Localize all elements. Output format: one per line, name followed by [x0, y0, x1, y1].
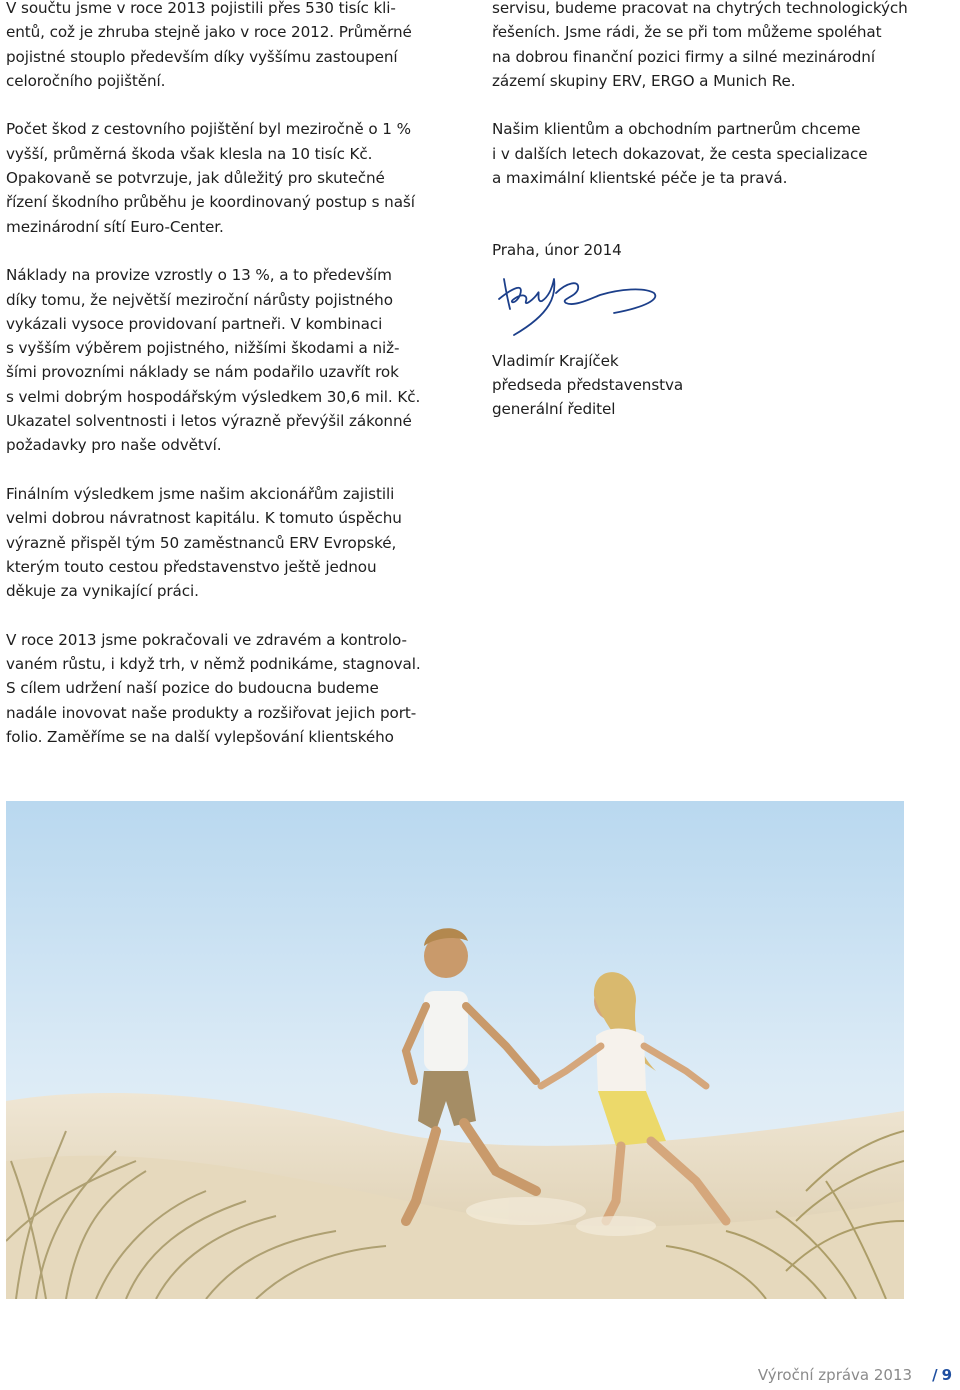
text-line: pojistné stouplo především díky vyššímu zastoupení [6, 47, 398, 66]
paragraph-shareholders [6, 482, 424, 603]
text-line: mezinárodní sítí Euro-Center. [6, 217, 224, 236]
text-line: řešeních. Jsme rádi, že se při tom můžeme spoléhat [492, 23, 882, 42]
left-text-column [6, 0, 424, 774]
signatory-role: předseda představenstva [492, 375, 684, 394]
text-line: s velmi dobrým hospodářským výsledkem 30,6 mil. Kč. [6, 387, 421, 406]
page-number: 9 [941, 1366, 952, 1384]
text-line: entů, což je zhruba stejně jako v roce 2012. Průměrné [6, 23, 412, 42]
text-line: šími provozními náklady se nám podařilo uzavřít rok [6, 363, 399, 382]
paragraph-claims [6, 117, 424, 238]
text-line: vyšší, průměrná škoda však klesla na 10 tisíc Kč. [6, 144, 373, 163]
signatory-role: generální ředitel [492, 400, 616, 419]
text-line: servisu, budeme pracovat na chytrých technologických [492, 0, 908, 17]
text-line: Náklady na provize vzrostly o 13 %, a to především [6, 266, 392, 285]
text-line: nadále inovovat naše produkty a rozšiřovat jejich port- [6, 703, 417, 722]
text-line: s vyšším výběrem pojistného, nižšími škodami a niž- [6, 339, 400, 358]
paragraph-clients-partners [492, 117, 910, 190]
place-date-text: Praha, únor 2014 [492, 241, 622, 260]
text-line: celoročního pojištění. [6, 71, 166, 90]
text-line: a maximální klientské péče je ta pravá. [492, 169, 788, 188]
text-line: folio. Zaměříme se na další vylepšování klientského [6, 727, 394, 746]
text-line: velmi dobrou návratnost kapitálu. K tomuto úspěchu [6, 509, 402, 528]
text-line: na dobrou finanční pozici firmy a silné mezinárodní [492, 47, 875, 66]
paragraph-technology [492, 0, 910, 93]
text-line: díky tomu, že největší meziroční nárůsty pojistného [6, 290, 393, 309]
text-line: V roce 2013 jsme pokračovali ve zdravém a kontrolo- [6, 630, 407, 649]
text-line: vykázali vysoce providovaní partneři. V kombinaci [6, 314, 383, 333]
text-line: řízení škodního průběhu je koordinovaný postup s naší [6, 193, 415, 212]
text-line: požadavky pro naše odvětví. [6, 436, 222, 455]
report-title: Výroční zpráva 2013 [757, 1366, 913, 1384]
signatory-name: Vladimír Krajíček [492, 351, 619, 370]
paragraph-growth [6, 628, 424, 749]
text-line: vaném růstu, i když trh, v němž podnikáme, stagnoval. [6, 655, 421, 674]
place-date [492, 238, 910, 262]
paragraph-commission-costs [6, 263, 424, 457]
text-line: V součtu jsme v roce 2013 pojistili přes 530 tisíc kli- [6, 0, 396, 17]
signatory-block [492, 349, 910, 422]
text-line: kterým touto cestou představenstvo ještě jednou [6, 557, 377, 576]
photo-illustration [6, 801, 904, 1299]
text-line: Finálním výsledkem jsme našim akcionářům zajistili [6, 484, 395, 503]
paragraph-clients-count [6, 0, 424, 93]
text-line: Ukazatel solventnosti i letos výrazně převýšil zákonné [6, 412, 412, 431]
beach-children-photo [6, 801, 904, 1299]
text-line: S cílem udržení naší pozice do budoucna budeme [6, 679, 379, 698]
text-line: zázemí skupiny ERV, ERGO a Munich Re. [492, 71, 796, 90]
text-line: výrazně přispěl tým 50 zaměstnanců ERV Evropské, [6, 533, 397, 552]
right-text-column [492, 0, 910, 422]
text-line: Opakovaně se potvrzuje, jak důležitý pro skutečné [6, 169, 385, 188]
text-line: Našim klientům a obchodním partnerům chceme [492, 120, 861, 139]
footer-separator: / [932, 1366, 938, 1384]
text-line: Počet škod z cestovního pojištění byl meziročně o 1 % [6, 120, 411, 139]
text-line: i v dalších letech dokazovat, že cesta specializace [492, 144, 868, 163]
page-footer [758, 1364, 952, 1386]
text-line: děkuje za vynikající práci. [6, 582, 199, 601]
signature-icon [494, 269, 664, 341]
